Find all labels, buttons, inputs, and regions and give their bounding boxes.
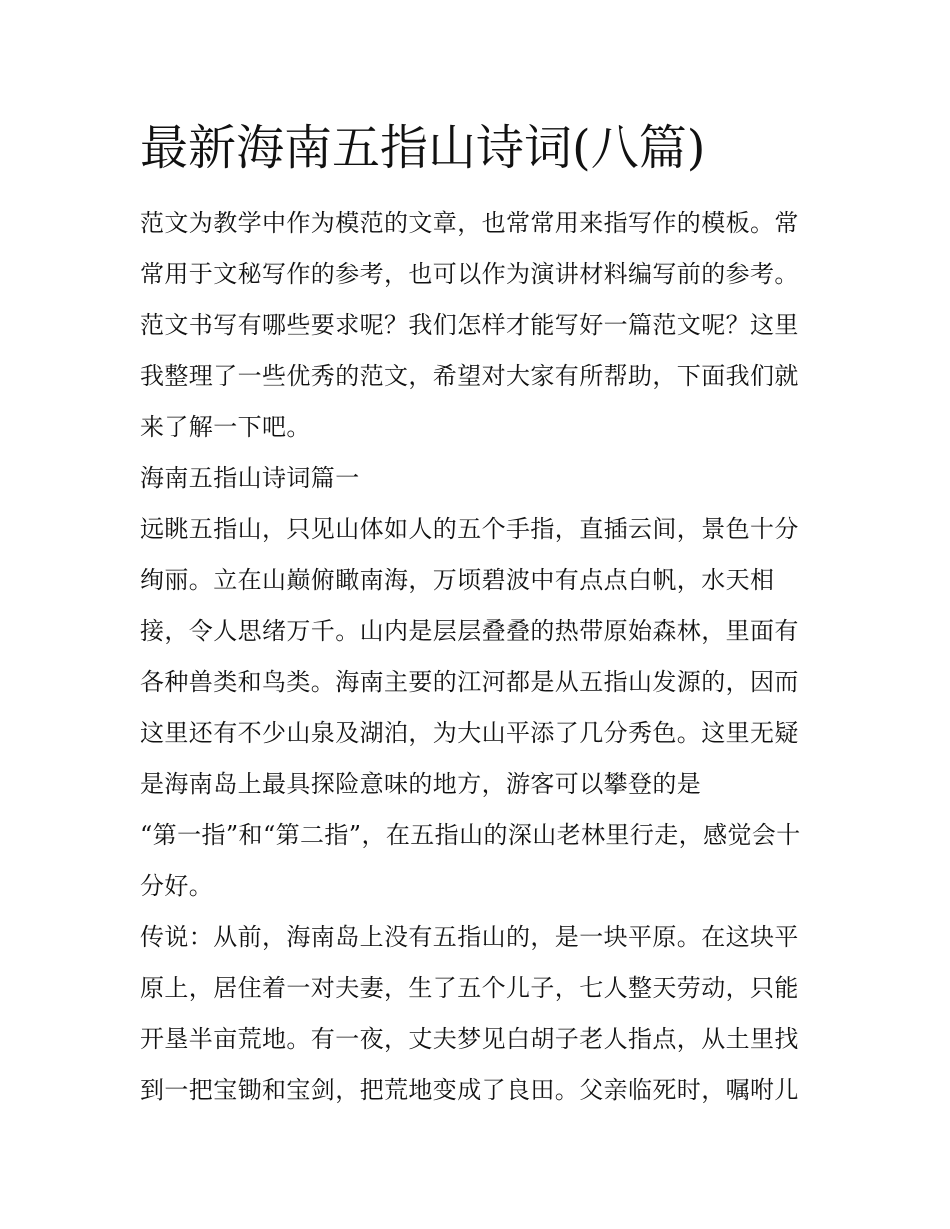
text-line: 范文为教学中作为模范的文章，也常常用来指写作的模板。常 [140,209,799,237]
text-line: 我整理了一些优秀的范文，希望对大家有所帮助，下面我们就 [140,362,799,390]
text-line: 是海南岛上最具探险意味的地方，游客可以攀登的是 [140,770,702,798]
text-line: 这里还有不少山泉及湖泊，为大山平添了几分秀色。这里无疑 [140,719,799,747]
text-line: 接，令人思绪万千。山内是层层叠叠的热带原始森林，里面有 [140,617,799,645]
section-heading: 海南五指山诗词篇一 [140,464,360,492]
text-line: 分好。 [140,872,214,900]
text-line: 原上，居住着一对夫妻，生了五个儿子，七人整天劳动，只能 [140,974,799,1002]
document-body [140,198,812,1116]
text-line: 绚丽。立在山巅俯瞰南海，万顷碧波中有点点白帆，水天相 [140,566,775,594]
text-line: 常用于文秘写作的参考，也可以作为演讲材料编写前的参考。 [140,260,799,288]
text-line: 各种兽类和鸟类。海南主要的江河都是从五指山发源的，因而 [140,668,799,696]
text-line: 开垦半亩荒地。有一夜，丈夫梦见白胡子老人指点，从土里找 [140,1025,799,1053]
document-title: 最新海南五指山诗词(八篇) [140,120,706,176]
text-line: 远眺五指山，只见山体如人的五个手指，直插云间，景色十分 [140,515,799,543]
text-line: “第一指”和“第二指”，在五指山的深山老林里行走，感觉会十 [140,821,801,849]
text-line: 范文书写有哪些要求呢？我们怎样才能写好一篇范文呢？这里 [140,311,799,339]
text-line: 来了解一下吧。 [140,413,311,441]
text-line: 到一把宝锄和宝剑，把荒地变成了良田。父亲临死时，嘱咐儿 [140,1076,799,1104]
text-line: 传说：从前，海南岛上没有五指山的，是一块平原。在这块平 [140,923,799,951]
